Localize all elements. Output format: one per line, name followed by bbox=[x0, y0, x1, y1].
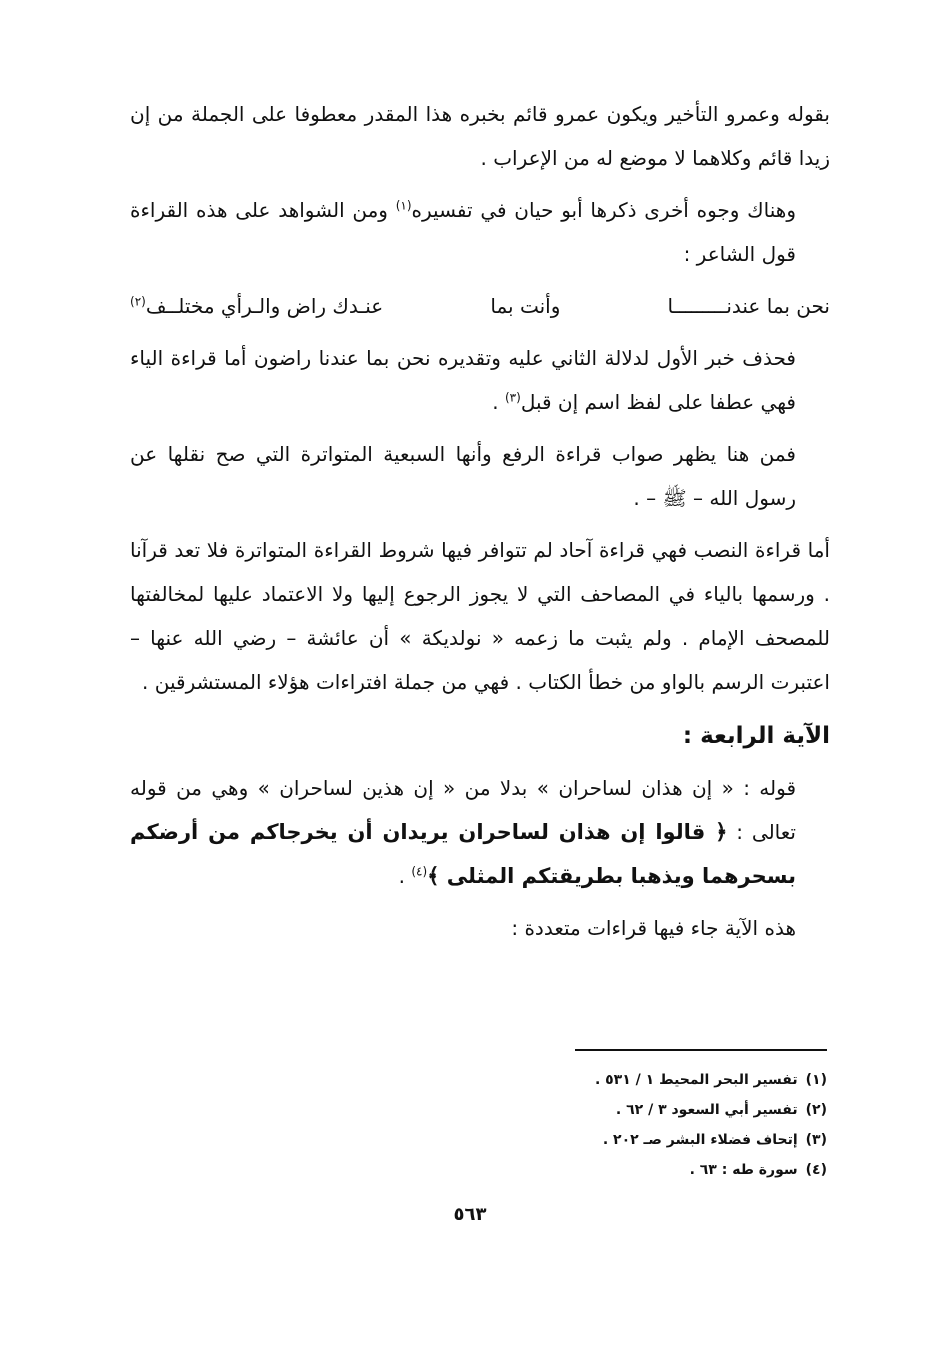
paragraph-1: بقوله وعمرو التأخير ويكون عمرو قائم بخبره هذا المقدر معطوفا على الجملة من إن زيدا قائم وكلاهما لا موضع له من الإعراب . bbox=[130, 102, 830, 170]
paragraph-3-text-a: فحذف خبر الأول لدلالة الثاني عليه وتقديره نحن بما عندنا راضون أما قراءة الياء فهي عطفا على لفظ اسم إن قبل bbox=[130, 346, 796, 414]
paragraph-7: هذه الآية جاء فيها قراءات متعددة : bbox=[511, 916, 796, 940]
footnote-1 bbox=[575, 1065, 827, 1095]
paragraph-3-text-b: . bbox=[492, 390, 505, 414]
verse-hemistich-3 bbox=[130, 284, 383, 328]
verse-hemistich-3-text: عنـدك راض والـرأي مختلــف bbox=[145, 294, 384, 318]
paragraph-6-text-b: . bbox=[398, 864, 412, 888]
footnote-2 bbox=[575, 1095, 827, 1125]
verse-hemistich-2: وأنت بما bbox=[490, 294, 561, 318]
paragraph-2-text-a: وهناك وجوه أخرى ذكرها أبو حيان في تفسيره bbox=[411, 198, 796, 222]
footnote-4 bbox=[575, 1155, 827, 1185]
poetry-verse bbox=[130, 284, 830, 328]
paragraph-6 bbox=[130, 766, 830, 898]
footnote-number: (٢) bbox=[805, 1102, 827, 1118]
footnote-text: تفسير أبي السعود ٣ / ٦٢ . bbox=[615, 1102, 798, 1118]
page-body bbox=[130, 92, 830, 950]
paragraph-3 bbox=[130, 336, 830, 424]
footnote-ref-4: (٤) bbox=[411, 864, 428, 879]
footnote-text: سورة طه : ٦٣ . bbox=[689, 1162, 798, 1178]
section-heading: الآية الرابعة : bbox=[682, 723, 830, 749]
footnote-ref-1: (١) bbox=[395, 198, 412, 213]
footnote-number: (١) bbox=[805, 1072, 827, 1088]
footnote-text: إتحاف فضلاء البشر صـ ٢٠٢ . bbox=[602, 1132, 798, 1148]
paragraph-2-text-b: ومن الشواهد على هذه القراءة قول الشاعر : bbox=[130, 198, 796, 266]
footnote-ref-2: (٢) bbox=[130, 294, 146, 309]
paragraph-5: أما قراءة النصب فهي قراءة آحاد لم تتوافر فيها شروط القراءة المتواترة فلا تعد قرآنا . ورسمها بالياء في المصاحف التي لا يجوز الرجوع إليها ولا الاعتماد عليها لمخالفتها للمصحف الإمام . ولم يثبت ما زعمه « نولديكة » أن عائشة – رضي الله عنها – اعتبرت الرسم بالواو من خطأ الكتاب . فهي من جملة افتراءات هؤلاء المستشرقين . bbox=[130, 538, 830, 694]
page-number: ٥٦٣ bbox=[453, 1204, 487, 1225]
footnote-ref-3: (٣) bbox=[504, 390, 521, 405]
verse-hemistich-1: نحن بما عندنـــــــــا bbox=[667, 294, 830, 318]
footnote-text: تفسير البحر المحيط ١ / ٥٣١ . bbox=[594, 1072, 798, 1088]
footnote-number: (٣) bbox=[805, 1132, 827, 1148]
footnote-number: (٤) bbox=[805, 1162, 827, 1178]
paragraph-4: فمن هنا يظهر صواب قراءة الرفع وأنها السبعية المتواترة التي صح نقلها عن رسول الله – ﷺ – . bbox=[130, 442, 796, 510]
footnotes bbox=[575, 1049, 827, 1185]
paragraph-6-text-a: قوله : « إن هذان لساحران » بدلا من « إن هذين لساحران » وهي من قوله تعالى : bbox=[130, 776, 796, 844]
paragraph-2 bbox=[130, 188, 830, 276]
quran-quote: ﴿ قالوا إن هذان لساحران يريدان أن يخرجاكم من أرضكم بسحرهما ويذهبا بطريقتكم المثلى ﴾ bbox=[130, 820, 796, 888]
footnote-3 bbox=[575, 1125, 827, 1155]
